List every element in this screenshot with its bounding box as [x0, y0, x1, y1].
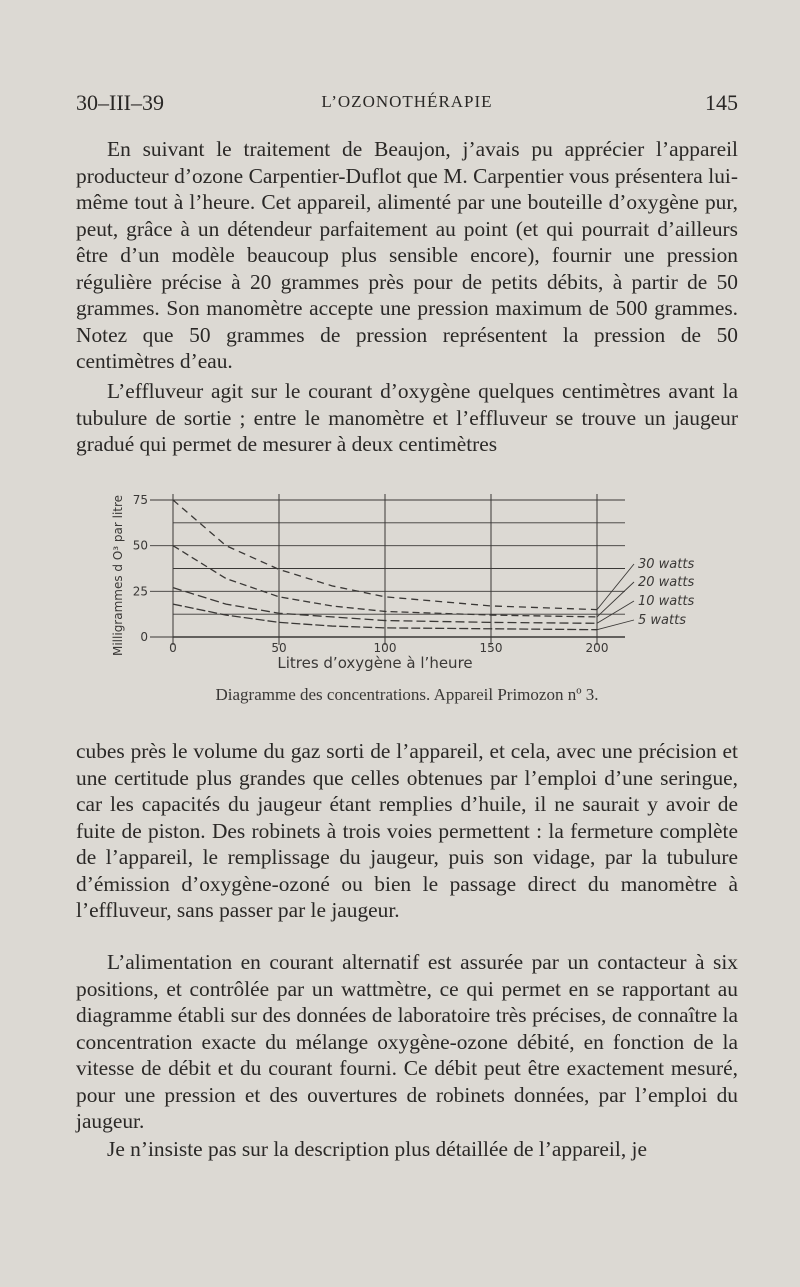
- chart-labels: [133, 493, 695, 655]
- y-tick-label: 75: [132, 493, 148, 507]
- x-tick-label: 100: [373, 641, 397, 655]
- x-tick-label: 50: [271, 641, 287, 655]
- x-tick-label: 150: [479, 641, 503, 655]
- paragraph-5: Je n’insiste pas sur la description plus détaillée de l’appareil, je: [107, 1137, 647, 1161]
- paragraph-4: L’alimentation en courant alternatif est assurée par un contacteur à six positions, et contrôlée par un wattmètre, ce qui permet en se rapportant au diagramme établi sur des données de laboratoire très précises, de connaître la concentration exacte du mélange oxygène-ozone débité, en fonction de la vitesse de débit et du courant fourni. Ce débit peut être exactement mesuré, pour une pression et des ouvertures de robinets données, par l’emploi du jaugeur.: [76, 950, 738, 1133]
- paragraph-1: En suivant le traitement de Beaujon, j’avais pu apprécier l’appareil producteur d’ozone Carpentier-Duflot que M. Carpentier vous présentera lui-même tout à l’heure. Cet appareil, alimenté par une bouteille d’oxygène pur, peut, grâce à un détendeur parfaitement au point (et qui pourrait d’ailleurs être d’un modèle beaucoup plus sensible encore), fournir une pression régulière précise à 20 grammes près pour de petits débits, à partir de 50 grammes. Son manomètre accepte une pression maximum de 500 grammes. Notez que 50 grammes de pression représentent la pression de 50 centimètres d’eau.: [76, 137, 738, 373]
- series-label-1: 30 watts: [638, 557, 695, 572]
- y-axis-label: Milligrammes d O³ par litre: [111, 494, 125, 656]
- series-label-4: 5 watts: [638, 613, 686, 628]
- chart-series: [173, 500, 634, 630]
- series-label-2: 20 watts: [638, 575, 695, 590]
- figure-caption: Diagramme des concentrations. Appareil Primozon nº 3.: [215, 685, 599, 704]
- x-tick-label: 200: [585, 641, 609, 655]
- series-leader-4: [597, 620, 634, 630]
- paragraph-2: L’effluveur agit sur le courant d’oxygène quelques centimètres avant la tubulure de sortie ; entre le manomètre et l’effluveur se trouve un jaugeur gradué qui permet de mesurer à deux centimètres: [76, 379, 738, 456]
- header-title: L’OZONOTHÉRAPIE: [321, 92, 493, 111]
- paragraph-3: cubes près le volume du gaz sorti de l’appareil, et cela, avec une précision et une certitude plus grandes que celles obtenues par l’emploi d’une seringue, car les capacités du jaugeur étant remplies d’huile, il ne saurait y avoir de fuite de piston. Des robinets à trois voies permettent : la fermeture complète de l’appareil, le remplissage du jaugeur, puis son vidage, par la tubulure d’émission d’oxygène-ozoné ou bien le passage direct du manomètre à l’effluveur, sans passer par le jaugeur.: [76, 739, 738, 922]
- series-label-3: 10 watts: [638, 594, 695, 609]
- x-axis-label: Litres d’oxygène à l’heure: [277, 654, 473, 672]
- page-number: 145: [705, 90, 738, 115]
- header-date: 30–III–39: [76, 90, 164, 115]
- x-tick-label: 0: [169, 641, 177, 655]
- y-tick-label: 0: [140, 630, 148, 644]
- y-tick-label: 50: [132, 538, 148, 553]
- y-tick-label: 25: [132, 584, 148, 599]
